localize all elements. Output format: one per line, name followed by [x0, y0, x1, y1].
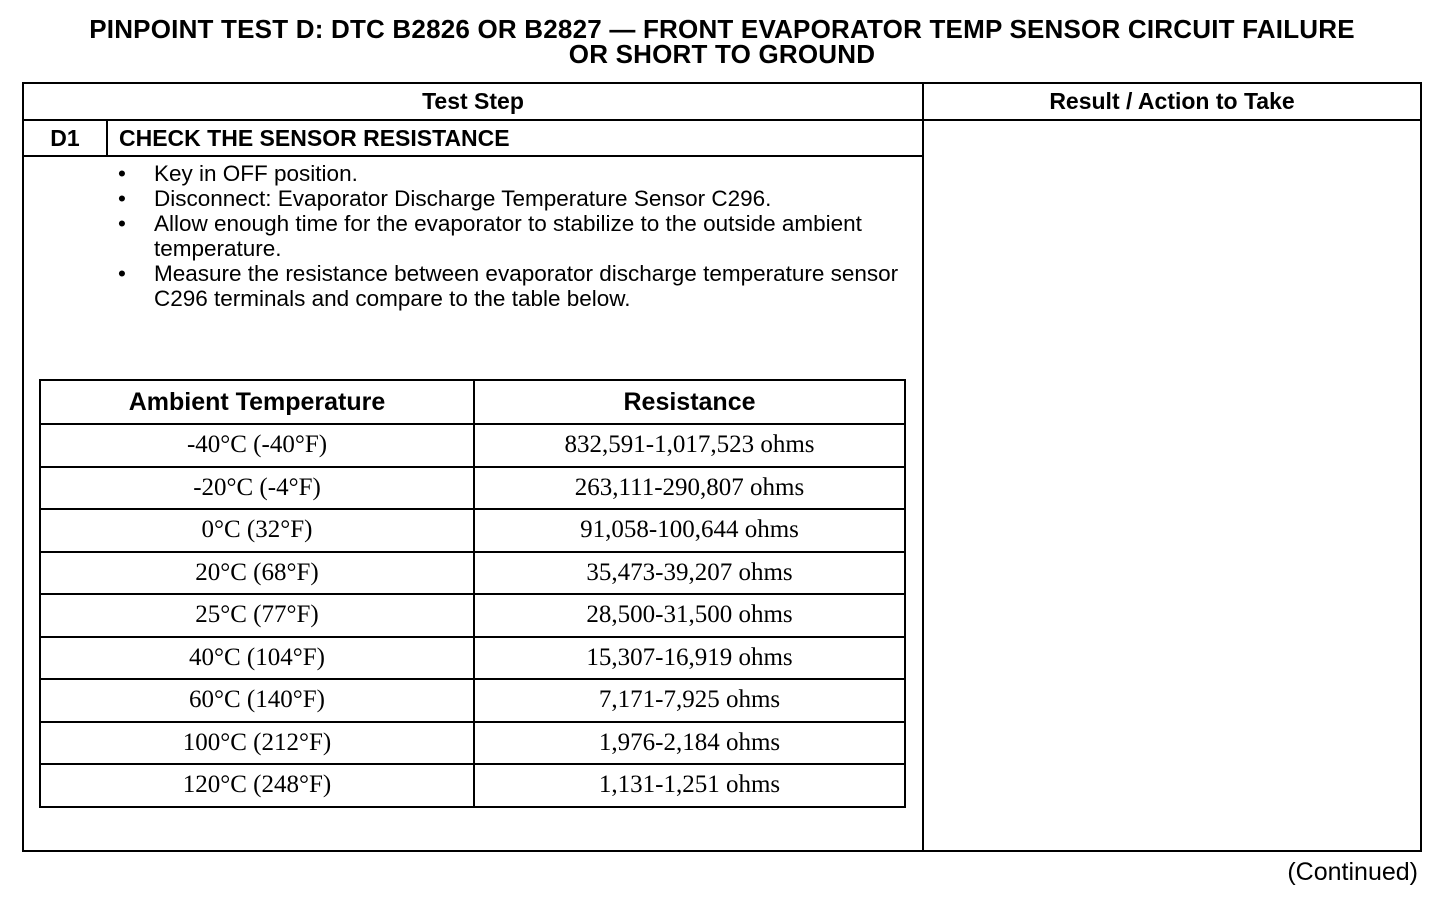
temperature-cell: 100°C (212°F)	[40, 722, 474, 765]
resistance-cell: 15,307-16,919 ohms	[474, 637, 905, 680]
page-title-line-1: PINPOINT TEST D: DTC B2826 OR B2827 — FRONT EVAPORATOR TEMP SENSOR CIRCUIT FAILURE	[89, 14, 1355, 44]
continued-note: (Continued)	[1287, 858, 1418, 886]
column-divider	[922, 84, 924, 850]
pinpoint-test-table	[22, 82, 1422, 852]
instruction-text: Measure the resistance between evaporator discharge temperature sensor C296 terminals and compare to the table below.	[154, 261, 899, 311]
instruction-item	[114, 211, 904, 261]
temperature-cell: -20°C (-4°F)	[40, 467, 474, 510]
bullet-icon: •	[118, 186, 126, 211]
page-title	[0, 14, 1444, 69]
temperature-cell: -40°C (-40°F)	[40, 424, 474, 467]
column-header-resistance: Resistance	[474, 380, 905, 424]
column-header-test-step: Test Step	[422, 88, 524, 114]
table-row	[40, 467, 905, 510]
instruction-text: Disconnect: Evaporator Discharge Temperature Sensor C296.	[154, 186, 772, 211]
step-header-rule	[24, 155, 922, 157]
resistance-cell: 28,500-31,500 ohms	[474, 594, 905, 637]
temperature-cell: 120°C (248°F)	[40, 764, 474, 807]
resistance-cell: 263,111-290,807 ohms	[474, 467, 905, 510]
instruction-item	[114, 161, 904, 186]
resistance-cell: 7,171-7,925 ohms	[474, 679, 905, 722]
table-header-row	[40, 380, 905, 424]
table-row	[40, 679, 905, 722]
table-row	[40, 637, 905, 680]
table-row	[40, 509, 905, 552]
resistance-cell: 91,058-100,644 ohms	[474, 509, 905, 552]
resistance-cell: 35,473-39,207 ohms	[474, 552, 905, 595]
step-instructions	[114, 161, 904, 311]
bullet-icon: •	[118, 161, 126, 186]
table-row	[40, 722, 905, 765]
bullet-icon: •	[118, 211, 126, 236]
instruction-text: Allow enough time for the evaporator to stabilize to the outside ambient temperature.	[154, 211, 862, 261]
page-title-line-2: OR SHORT TO GROUND	[568, 39, 876, 69]
resistance-cell: 1,976-2,184 ohms	[474, 722, 905, 765]
step-id: D1	[50, 125, 80, 151]
resistance-cell: 832,591-1,017,523 ohms	[474, 424, 905, 467]
table-row	[40, 424, 905, 467]
column-header-result-action: Result / Action to Take	[1049, 88, 1295, 114]
table-row	[40, 552, 905, 595]
temperature-cell: 40°C (104°F)	[40, 637, 474, 680]
resistance-table	[39, 379, 906, 808]
step-title: CHECK THE SENSOR RESISTANCE	[119, 125, 510, 151]
temperature-cell: 20°C (68°F)	[40, 552, 474, 595]
table-row	[40, 594, 905, 637]
bullet-icon: •	[118, 261, 126, 286]
temperature-cell: 0°C (32°F)	[40, 509, 474, 552]
column-header-ambient-temperature: Ambient Temperature	[40, 380, 474, 424]
step-id-divider	[106, 121, 108, 155]
temperature-cell: 60°C (140°F)	[40, 679, 474, 722]
resistance-cell: 1,131-1,251 ohms	[474, 764, 905, 807]
instruction-text: Key in OFF position.	[154, 161, 358, 186]
table-row	[40, 764, 905, 807]
instruction-item	[114, 261, 904, 311]
instruction-item	[114, 186, 904, 211]
temperature-cell: 25°C (77°F)	[40, 594, 474, 637]
